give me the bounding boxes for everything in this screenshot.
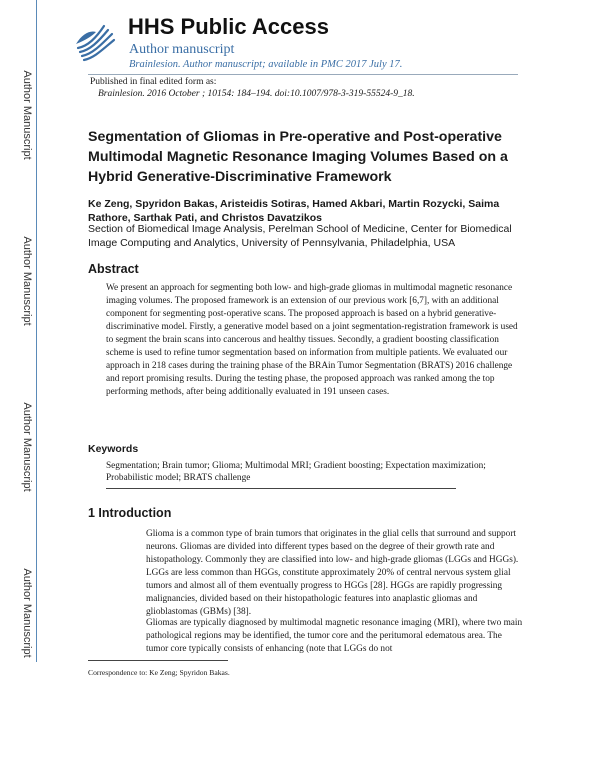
abstract-text: We present an approach for segmenting both low- and high-grade gliomas in multimodal magnetic resonance imaging volumes. The proposed framework is an extension of our previous work [6,7], with an additional component for segmenting post-operative scans. The proposed approach is based on a hybrid generative-discriminative model. Firstly, a generative model based on a joint segmentation-registration framework is used to segment the brain scans into cancerous and healthy tissues. Secondly, a gradient boosting classification scheme is used to refine tumor segmentation based on information from multiple patients. We evaluated our approach in 218 cases during the training phase of the BRAin Tumor Segmentation (BRATS) 2016 challenge and report promising results. During the testing phase, the proposed approach was ranked among the top performing methods, after being additionally evaluated in 191 unseen cases. [106,283,518,397]
side-label-author-manuscript: Author Manuscript [21,402,33,492]
publication-note: Published in final edited form as: [90,77,217,87]
paper-title: Segmentation of Gliomas in Pre-operative and Post-operative Multimodal Magnetic Resonance Imaging Volumes Based on a Hybrid Generative-Discriminative Framework [88,129,508,185]
paper-affiliation: Section of Biomedical Image Analysis, Perelman School of Medicine, Center for Biomedical Image Computing and Analytics, University of Pennsylvania, Philadelphia, USA [88,223,512,249]
paper-authors: Ke Zeng, Spyridon Bakas, Aristeidis Sotiras, Hamed Akbari, Martin Rozycki, Saima Rathore, Sarthak Pati, and Christos Davatzikos [88,198,500,224]
introduction-paragraph: Glioma is a common type of brain tumors that originates in the glial cells that surround and support neurons. Gliomas are divided into different types based on the degree of their growth rate and histopathology. Commonly they are classified into low- and high-grade gliomas (LGGs and HGGs). LGGs are less common than HGGs, constitute approximately 20% of central nervous system glial tumors and almost all of them eventually progress to HGGs [28]. HGGs are rapidly progressing malignancies, divided based on their histopathologic features into anaplastic gliomas and glioblastomas (GBMs) [38]. [146,529,519,617]
keywords-text: Segmentation; Brain tumor; Glioma; Multimodal MRI; Gradient boosting; Expectation maximization; Probabilistic model; BRATS challenge [106,461,486,483]
side-label-author-manuscript: Author Manuscript [21,70,33,160]
introduction-heading: 1 Introduction [88,506,172,520]
keywords-heading: Keywords [88,443,139,455]
keywords-divider [106,488,456,489]
hhs-eagle-logo-icon [70,18,118,66]
header-subtitle: Author manuscript [129,42,235,57]
header-divider [88,74,518,75]
header-title: HHS Public Access [128,14,329,39]
side-label-author-manuscript: Author Manuscript [21,236,33,326]
footnote-divider [88,660,228,661]
introduction-paragraph: Gliomas are typically diagnosed by multimodal magnetic resonance imaging (MRI), where two main pathological regions may be identified, the tumor core and the peritumoral edematous area. The tumor core typically consists of enhancing (note that LGGs do not [146,618,523,654]
header-citation: Brainlesion. Author manuscript; available in PMC 2017 July 17. [129,59,403,70]
abstract-heading: Abstract [88,262,139,276]
publication-citation: Brainlesion. 2016 October ; 10154: 184–194. doi:10.1007/978-3-319-55524-9_18. [98,89,415,99]
side-label-author-manuscript: Author Manuscript [21,568,33,658]
footnote: Correspondence to: Ke Zeng; Spyridon Bakas. [88,668,230,677]
